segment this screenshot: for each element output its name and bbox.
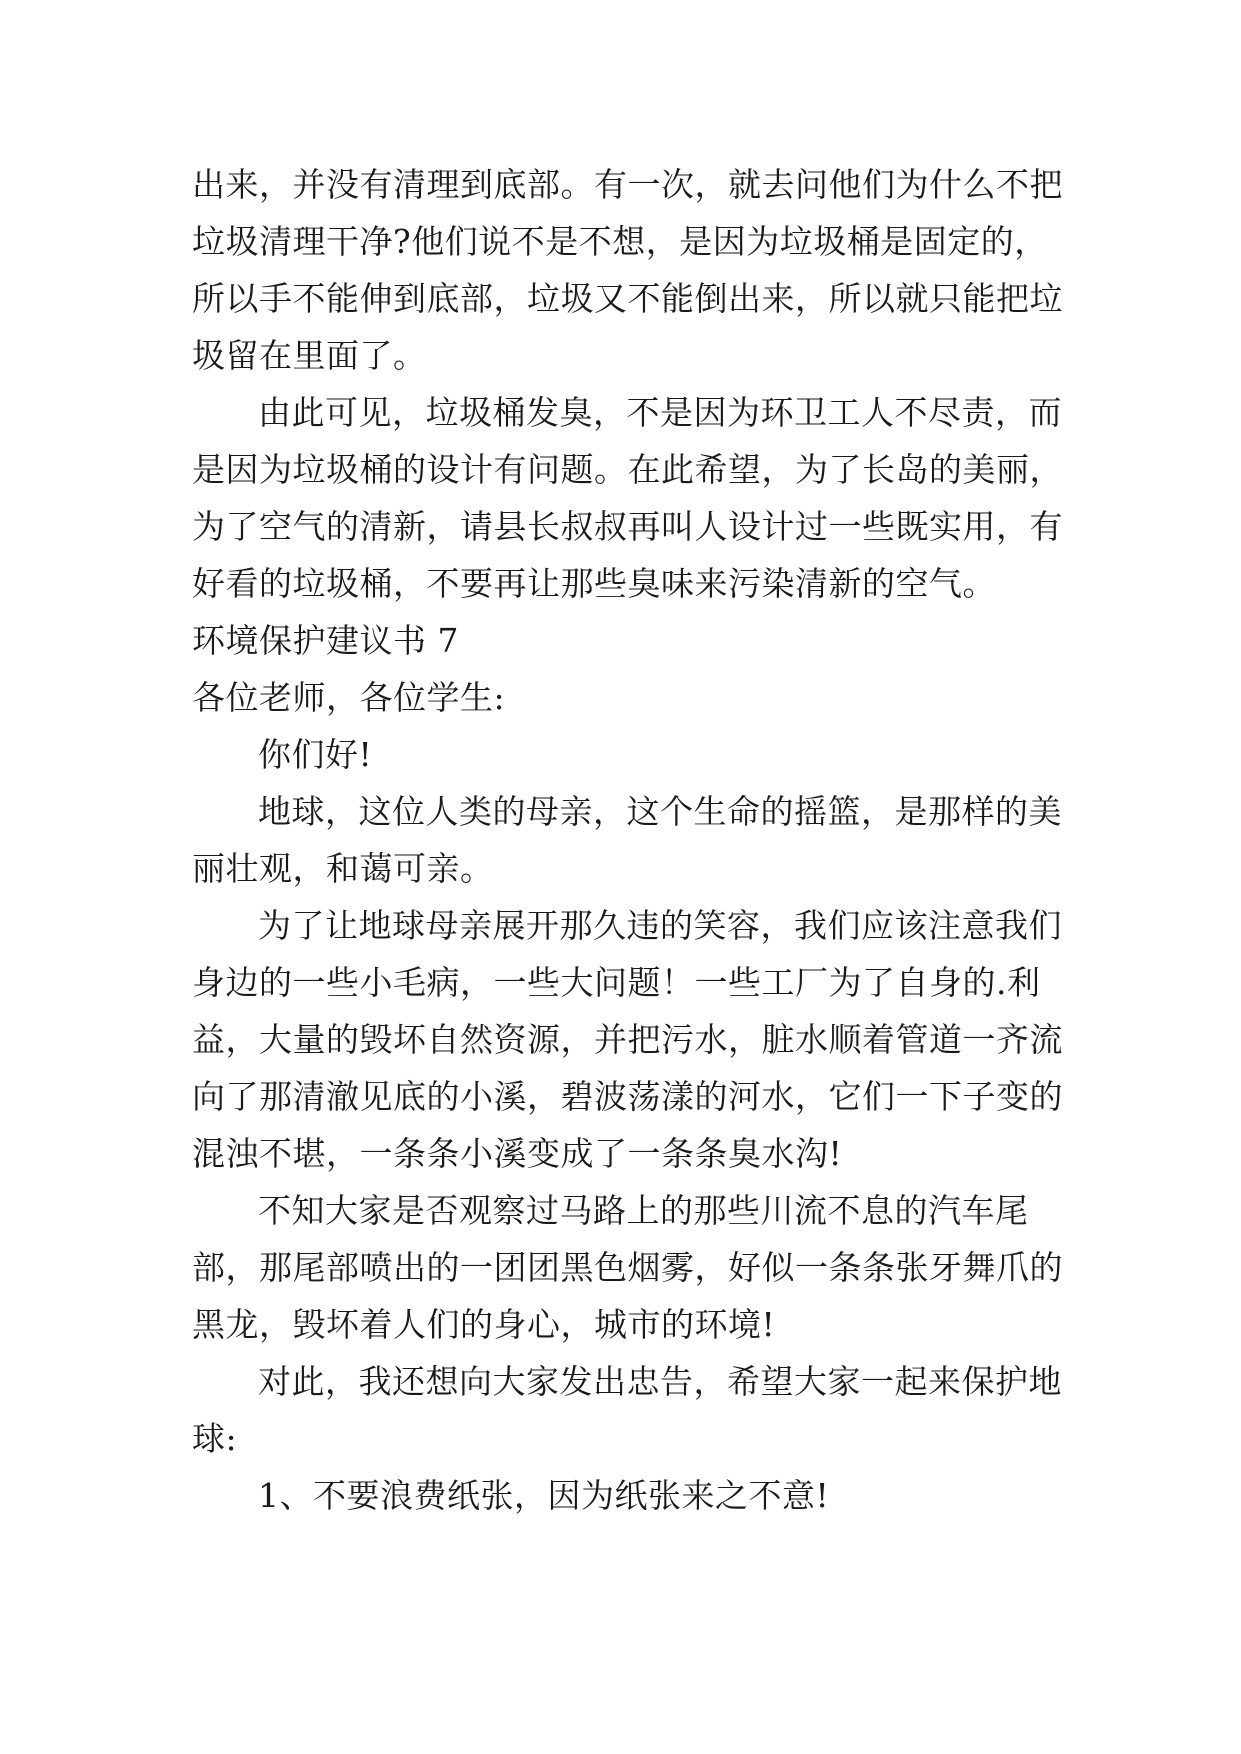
paragraph-line: 由此可见，垃圾桶发臭，不是因为环卫工人不尽责，而 [258, 393, 1062, 432]
section-heading: 环境保护建议书 7 [192, 621, 459, 660]
paragraph-line: 丽壮观，和蔼可亲。 [192, 849, 494, 888]
paragraph-line: 混浊不堪，一条条小溪变成了一条条臭水沟! [192, 1134, 843, 1173]
salutation: 各位老师，各位学生: [192, 678, 506, 717]
paragraph-line: 垃圾清理干净?他们说不是不想，是因为垃圾桶是固定的， [192, 222, 1048, 261]
paragraph-line: 身边的一些小毛病，一些大问题！一些工厂为了自身的.利 [192, 963, 1041, 1002]
paragraph-line: 为了空气的清新，请县长叔叔再叫人设计过一些既实用，有 [192, 507, 1063, 546]
paragraph-line: 为了让地球母亲展开那久违的笑容，我们应该注意我们 [258, 906, 1062, 945]
paragraph-line: 好看的垃圾桶，不要再让那些臭味来污染清新的空气。 [192, 564, 996, 603]
paragraph-line: 对此，我还想向大家发出忠告，希望大家一起来保护地 [258, 1362, 1062, 1401]
paragraph-line: 所以手不能伸到底部，垃圾又不能倒出来，所以就只能把垃 [192, 279, 1063, 318]
paragraph-line: 圾留在里面了。 [192, 336, 427, 375]
list-item: 1、不要浪费纸张，因为纸张来之不意! [258, 1476, 830, 1515]
paragraph-line: 向了那清澈见底的小溪，碧波荡漾的河水，它们一下子变的 [192, 1077, 1063, 1116]
paragraph-line: 球: [192, 1419, 238, 1458]
paragraph-line: 黑龙，毁坏着人们的身心，城市的环境! [192, 1305, 776, 1344]
paragraph-line: 益，大量的毁坏自然资源，并把污水，脏水顺着管道一齐流 [192, 1020, 1063, 1059]
paragraph-line: 是因为垃圾桶的设计有问题。在此希望，为了长岛的美丽， [192, 450, 1063, 489]
paragraph-line: 不知大家是否观察过马路上的那些川流不息的汽车尾 [258, 1191, 1029, 1230]
paragraph-line: 地球，这位人类的母亲，这个生命的摇篮，是那样的美 [258, 792, 1062, 831]
paragraph-line: 部，那尾部喷出的一团团黑色烟雾，好似一条条张牙舞爪的 [192, 1248, 1063, 1287]
greeting: 你们好! [258, 735, 373, 774]
paragraph-line: 出来，并没有清理到底部。有一次，就去问他们为什么不把 [192, 165, 1063, 204]
